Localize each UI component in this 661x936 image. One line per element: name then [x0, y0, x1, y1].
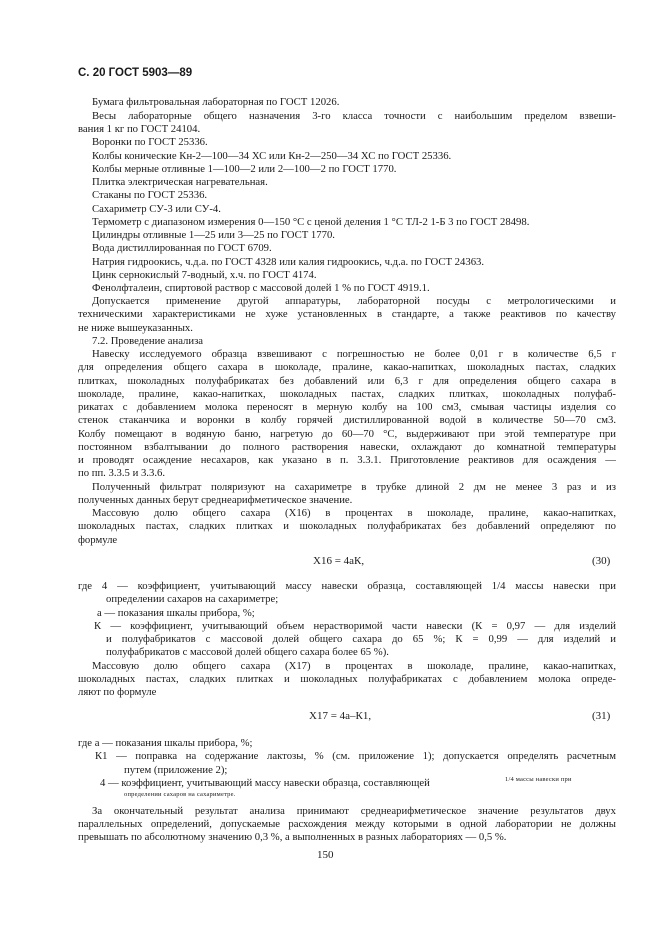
text-line: а — показания шкалы прибора, %; — [97, 607, 255, 619]
equation-number-30: (30) — [592, 555, 611, 567]
text-line: Колбы мерные отливные 1—100—2 или 2—100—2 по ГОСТ 1770. — [92, 163, 397, 175]
text-line: 4 — коэффициент, учитывающий массу навески образца, составляющей — [100, 777, 430, 789]
text-line: ляют по формуле — [78, 686, 157, 698]
text-line: Воронки по ГОСТ 25336. — [92, 136, 208, 148]
formula-30: Х16 = 4аК, — [313, 555, 365, 567]
text-line: Весы лабораторные общего назначения 3-го класса точности с наибольшим пределом взвеши- — [92, 110, 616, 122]
text-line: Бумага фильтровальная лабораторная по ГОСТ 12026. — [92, 96, 340, 108]
text-line: Натрия гидроокись, ч.д.а. по ГОСТ 4328 или калия гидроокись, ч.д.а. по ГОСТ 24363. — [92, 256, 485, 268]
text-line: За окончательный результат анализа принимают среднеарифметическое значение результатов двух — [92, 805, 616, 817]
small-note: 1/4 массы навески при — [505, 776, 572, 783]
equation-number-31: (31) — [592, 710, 611, 722]
text-line: К — коэффициент, учитывающий объем нерастворимой части навески (К = 0,97 — для изделий — [94, 620, 616, 632]
text-line: Массовую долю общего сахара (Х16) в процентах в шоколаде, пралине, какао-напитках, — [92, 507, 616, 519]
text-line: Цилиндры отливные 1—25 или 3—25 по ГОСТ 1770. — [92, 229, 335, 241]
text-line: вания 1 кг по ГОСТ 24104. — [78, 123, 201, 135]
text-line: постоянном взбалтывании до полного растворения навески, охлаждают до комнатной температуры — [78, 441, 616, 453]
text-line: Цинк сернокислый 7-водный, х.ч. по ГОСТ 4174. — [92, 269, 317, 281]
text-line: шоколадных пастах, сладких плитках и шоколадных полуфабрикатах без добавлений определяют по — [78, 520, 616, 532]
text-line: Колбу помещают в водяную баню, нагретую до 60—70 °С, выдерживают при этой температуре при — [78, 428, 616, 440]
text-line: определении сахаров на сахариметре; — [106, 593, 279, 605]
text-line: и полуфабрикатов с массовой долей общего сахара до 65 %; К = 0,99 — для изделий и — [106, 633, 616, 645]
text-line: Массовую долю общего сахара (Х17) в процентах в шоколаде, пралине, какао-напитках, — [92, 660, 616, 672]
text-line: Допускается применение другой аппаратуры, лабораторной посуды с метрологическими и — [92, 295, 616, 307]
text-line: шоколаде, пралине, какао-напитках, шоколадных пастах, сладких плитках, шоколадных полуфаб- — [78, 388, 616, 400]
text-line: не ниже вышеуказанных. — [78, 322, 193, 334]
text-line: превышать по абсолютному значению 0,3 %, а выполненных в разных лабораториях — 0,5 %. — [78, 831, 507, 843]
text-line: стенок стаканчика и воронки в колбу горячей дистиллированной водой в количестве 50—70 см3. — [78, 414, 616, 426]
text-line: Стаканы по ГОСТ 25336. — [92, 189, 208, 201]
text-line: и проводят осаждение несахаров, как указано в п. 3.3.1. Приготовление реактивов для осаждения — — [78, 454, 616, 466]
text-line: К1 — поправка на содержание лактозы, % (см. приложение 1); допускается определять расчетным — [95, 750, 616, 762]
section-heading: 7.2. Проведение анализа — [92, 335, 204, 347]
page-number: 150 — [317, 849, 334, 861]
text-line: Термометр с диапазоном измерения 0—150 °С с ценой деления 1 °С ТЛ-2 1-Б 3 по ГОСТ 28498. — [92, 216, 530, 228]
page-header: С. 20 ГОСТ 5903—89 — [78, 67, 193, 79]
formula-31: Х17 = 4а–К1, — [309, 710, 372, 722]
text-line: Фенолфталеин, спиртовой раствор с массовой долей 1 % по ГОСТ 4919.1. — [92, 282, 430, 294]
text-line: путем (приложение 2); — [124, 764, 228, 776]
text-line: для определения общего сахара в шоколаде, пралине, какао-напитках, шоколадных пастах, сладких — [78, 361, 616, 373]
text-line: шоколадных пастах, сладких плитках и шоколадных полуфабрикатах с добавлением молока опреде- — [78, 673, 616, 685]
text-line: параллельных определений, допускаемые расхождения между которыми в одной лаборатории не должны — [78, 818, 616, 830]
text-line: Вода дистиллированная по ГОСТ 6709. — [92, 242, 272, 254]
text-line: Сахариметр СУ-3 или СУ-4. — [92, 203, 221, 215]
text-line: рикатах с добавлением молока переносят в мерную колбу на 100 см3, смывая частицы изделия со — [78, 401, 616, 413]
small-note-continuation: определении сахаров на сахариметре. — [124, 791, 236, 798]
text-line: где 4 — коэффициент, учитывающий массу навески образца, составляющей 1/4 массы навески при — [78, 580, 616, 592]
text-line: Полученный фильтрат поляризуют на сахариметре в трубке длиной 2 дм не менее 3 раз и из — [92, 481, 616, 493]
text-line: полуфабрикатов с массовой долей общего сахара более 65 %). — [106, 646, 389, 658]
text-line: плитках, шоколадных полуфабрикатах без добавлений или 6,3 г для определения общего сахара в — [78, 375, 616, 387]
text-line: Колбы конические Кн-2—100—34 ХС или Кн-2—250—34 ХС по ГОСТ 25336. — [92, 150, 452, 162]
text-line: Навеску исследуемого образца взвешивают с погрешностью не более 0,01 г в количестве 6,5 г — [92, 348, 616, 360]
text-line: по пп. 3.3.5 и 3.3.6. — [78, 467, 166, 479]
text-line: где а — показания шкалы прибора, %; — [78, 737, 253, 749]
text-line: техническими характеристиками не хуже установленных в стандарте, а также реактивов по качеству — [78, 308, 616, 320]
text-line: формуле — [78, 534, 118, 546]
text-line: полученных данных берут среднеарифметическое значение. — [78, 494, 353, 506]
text-line: Плитка электрическая нагревательная. — [92, 176, 268, 188]
